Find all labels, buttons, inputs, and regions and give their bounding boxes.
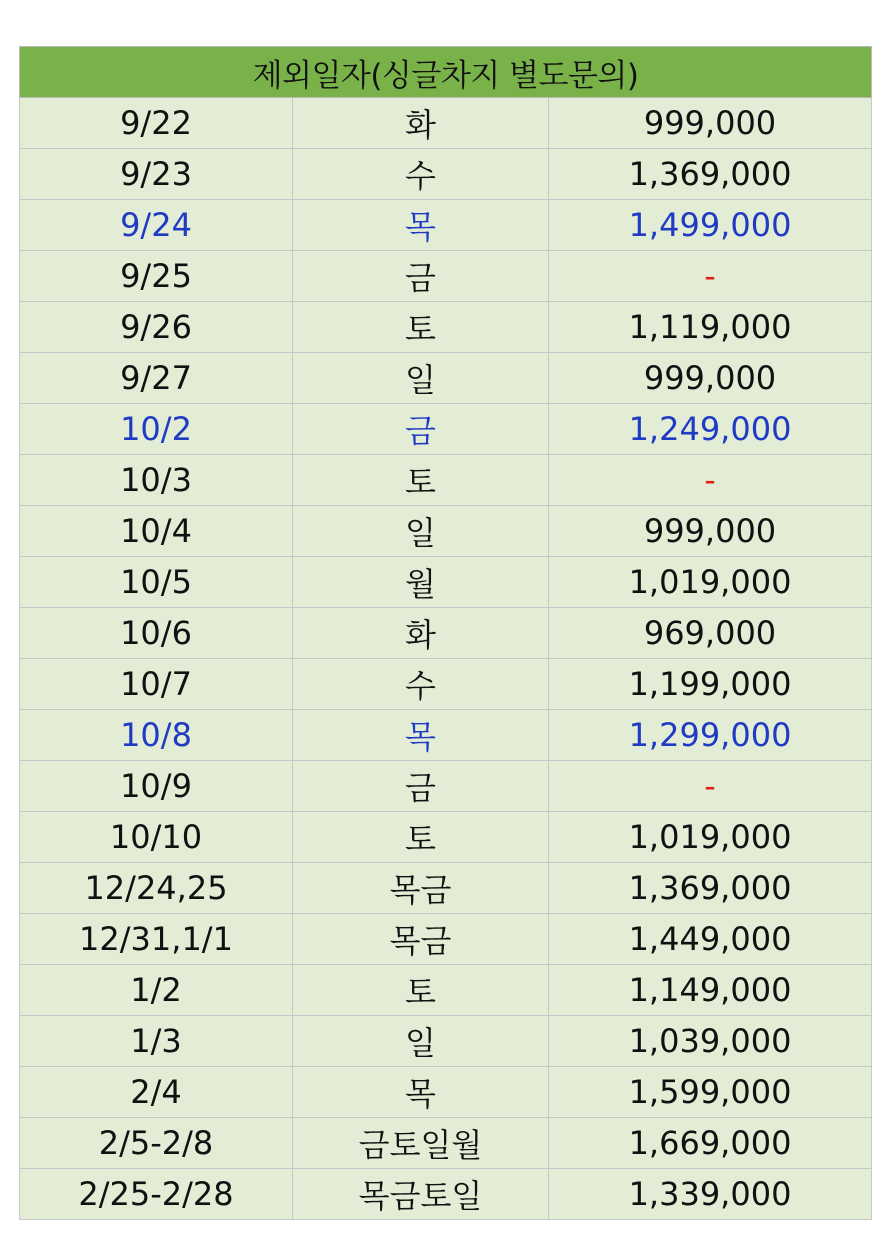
- date-cell: 10/6: [20, 608, 293, 659]
- table-row: [20, 1169, 872, 1220]
- table-row: [20, 353, 872, 404]
- day-of-week-cell: 토: [293, 812, 549, 863]
- table-row: [20, 1016, 872, 1067]
- price-cell: 1,369,000: [549, 863, 872, 914]
- price-cell: 1,039,000: [549, 1016, 872, 1067]
- price-cell: 1,199,000: [549, 659, 872, 710]
- price-cell: 999,000: [549, 506, 872, 557]
- price-cell: -: [549, 761, 872, 812]
- date-cell: 9/26: [20, 302, 293, 353]
- date-cell: 10/5: [20, 557, 293, 608]
- date-cell: 2/25-2/28: [20, 1169, 293, 1220]
- date-cell: 9/24: [20, 200, 293, 251]
- price-cell: 999,000: [549, 98, 872, 149]
- table-row: [20, 608, 872, 659]
- price-cell: 1,019,000: [549, 812, 872, 863]
- table-row: [20, 404, 872, 455]
- table-row: [20, 251, 872, 302]
- day-of-week-cell: 목: [293, 1067, 549, 1118]
- date-cell: 10/9: [20, 761, 293, 812]
- table-title: 제외일자(싱글차지 별도문의): [20, 47, 872, 98]
- day-of-week-cell: 월: [293, 557, 549, 608]
- table-row: [20, 1067, 872, 1118]
- day-of-week-cell: 화: [293, 98, 549, 149]
- date-cell: 9/25: [20, 251, 293, 302]
- table-row: [20, 710, 872, 761]
- price-cell: 999,000: [549, 353, 872, 404]
- day-of-week-cell: 목금토일: [293, 1169, 549, 1220]
- day-of-week-cell: 수: [293, 659, 549, 710]
- price-cell: 1,299,000: [549, 710, 872, 761]
- price-cell: 1,669,000: [549, 1118, 872, 1169]
- table-row: [20, 863, 872, 914]
- table-row: [20, 455, 872, 506]
- table-title-row: [20, 47, 872, 98]
- price-cell: 1,369,000: [549, 149, 872, 200]
- excluded-dates-table: [19, 46, 872, 1220]
- table-row: [20, 149, 872, 200]
- price-cell: 1,019,000: [549, 557, 872, 608]
- date-cell: 10/3: [20, 455, 293, 506]
- day-of-week-cell: 토: [293, 302, 549, 353]
- day-of-week-cell: 목: [293, 710, 549, 761]
- date-cell: 10/10: [20, 812, 293, 863]
- date-cell: 1/2: [20, 965, 293, 1016]
- excluded-dates-table-container: [19, 46, 871, 1220]
- price-cell: 969,000: [549, 608, 872, 659]
- table-row: [20, 557, 872, 608]
- price-cell: 1,599,000: [549, 1067, 872, 1118]
- day-of-week-cell: 목: [293, 200, 549, 251]
- table-row: [20, 200, 872, 251]
- table-row: [20, 914, 872, 965]
- date-cell: 2/5-2/8: [20, 1118, 293, 1169]
- price-cell: -: [549, 455, 872, 506]
- date-cell: 9/23: [20, 149, 293, 200]
- day-of-week-cell: 목금: [293, 863, 549, 914]
- day-of-week-cell: 금토일월: [293, 1118, 549, 1169]
- table-row: [20, 965, 872, 1016]
- day-of-week-cell: 목금: [293, 914, 549, 965]
- table-row: [20, 302, 872, 353]
- table-row: [20, 98, 872, 149]
- table-row: [20, 761, 872, 812]
- table-body: [20, 98, 872, 1220]
- price-cell: 1,339,000: [549, 1169, 872, 1220]
- table-row: [20, 659, 872, 710]
- date-cell: 9/27: [20, 353, 293, 404]
- price-cell: 1,249,000: [549, 404, 872, 455]
- day-of-week-cell: 토: [293, 455, 549, 506]
- day-of-week-cell: 금: [293, 404, 549, 455]
- date-cell: 1/3: [20, 1016, 293, 1067]
- date-cell: 10/4: [20, 506, 293, 557]
- price-cell: 1,149,000: [549, 965, 872, 1016]
- date-cell: 10/2: [20, 404, 293, 455]
- table-row: [20, 1118, 872, 1169]
- day-of-week-cell: 토: [293, 965, 549, 1016]
- date-cell: 2/4: [20, 1067, 293, 1118]
- day-of-week-cell: 수: [293, 149, 549, 200]
- price-cell: 1,499,000: [549, 200, 872, 251]
- table-row: [20, 506, 872, 557]
- day-of-week-cell: 일: [293, 353, 549, 404]
- day-of-week-cell: 금: [293, 251, 549, 302]
- price-cell: -: [549, 251, 872, 302]
- date-cell: 12/24,25: [20, 863, 293, 914]
- day-of-week-cell: 일: [293, 1016, 549, 1067]
- date-cell: 9/22: [20, 98, 293, 149]
- price-cell: 1,119,000: [549, 302, 872, 353]
- price-cell: 1,449,000: [549, 914, 872, 965]
- day-of-week-cell: 일: [293, 506, 549, 557]
- day-of-week-cell: 화: [293, 608, 549, 659]
- date-cell: 10/8: [20, 710, 293, 761]
- table-row: [20, 812, 872, 863]
- date-cell: 12/31,1/1: [20, 914, 293, 965]
- date-cell: 10/7: [20, 659, 293, 710]
- day-of-week-cell: 금: [293, 761, 549, 812]
